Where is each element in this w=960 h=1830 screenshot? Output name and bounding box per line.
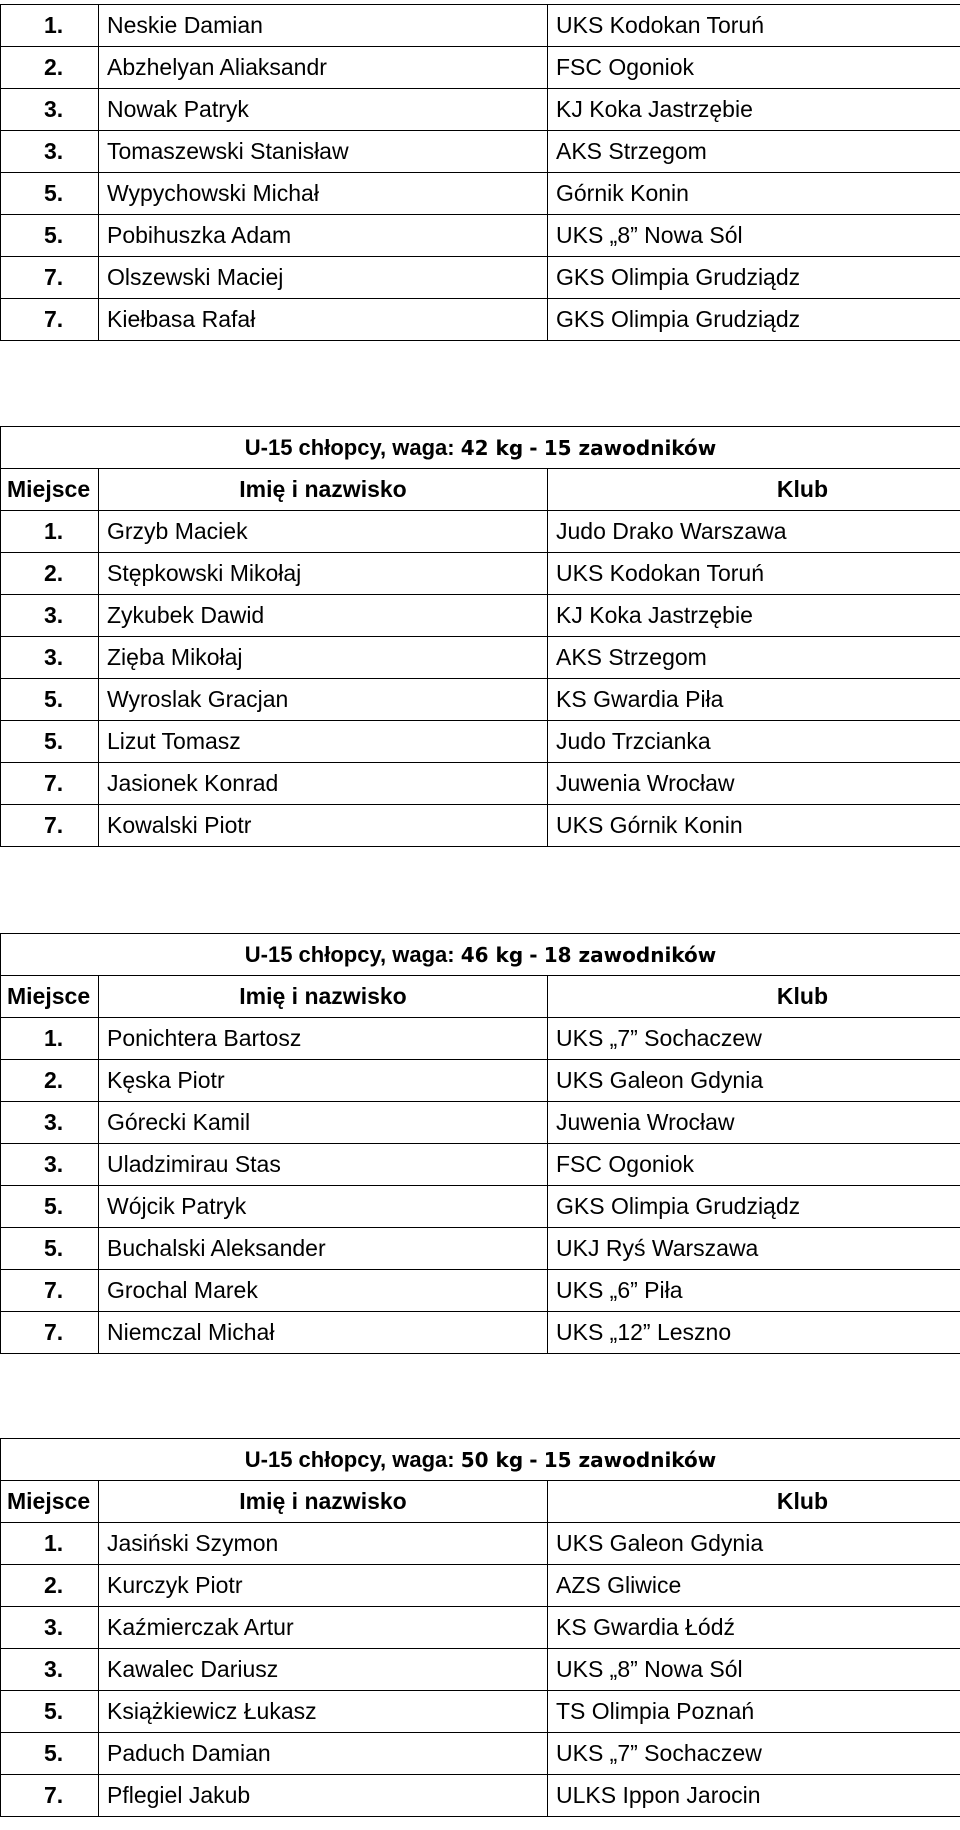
results-table-46kg (0, 933, 960, 1354)
header-place: Miejsce (1, 469, 99, 511)
club-cell: UKS „7” Sochaczew (548, 1733, 960, 1775)
place-cell: 7. (1, 763, 99, 805)
header-place: Miejsce (1, 976, 99, 1018)
category-label: U-15 chłopcy, waga: (244, 941, 455, 967)
place-cell: 7. (1, 1312, 99, 1354)
table-row (1, 1691, 960, 1733)
place-cell: 2. (1, 553, 99, 595)
name-cell: Górecki Kamil (99, 1102, 548, 1144)
club-cell: UKS „8” Nowa Sól (548, 215, 960, 257)
name-cell: Wójcik Patryk (99, 1186, 548, 1228)
name-cell: Paduch Damian (99, 1733, 548, 1775)
club-cell: Judo Trzcianka (548, 721, 960, 763)
name-cell: Ponichtera Bartosz (99, 1018, 548, 1060)
club-cell: FSC Ogoniok (548, 1144, 960, 1186)
club-cell: Judo Drako Warszawa (548, 511, 960, 553)
place-cell: 5. (1, 721, 99, 763)
table-row (1, 131, 960, 173)
name-cell: Neskie Damian (99, 5, 548, 47)
header-name: Imię i nazwisko (99, 1481, 548, 1523)
place-cell: 7. (1, 1775, 99, 1817)
name-cell: Uladzimirau Stas (99, 1144, 548, 1186)
table-row (1, 1102, 960, 1144)
table-row (1, 1312, 960, 1354)
category-title-row (1, 427, 960, 469)
club-cell: KS Gwardia Łódź (548, 1607, 960, 1649)
title-separator: - (529, 435, 538, 460)
name-cell: Książkiewicz Łukasz (99, 1691, 548, 1733)
club-cell: GKS Olimpia Grudziądz (548, 299, 960, 341)
name-cell: Kowalski Piotr (99, 805, 548, 847)
category-title (1, 934, 960, 976)
table-row (1, 299, 960, 341)
header-club: Klub (548, 469, 960, 511)
table-row (1, 595, 960, 637)
category-title-row (1, 1439, 960, 1481)
header-club: Klub (548, 976, 960, 1018)
name-cell: Buchalski Aleksander (99, 1228, 548, 1270)
table-row (1, 1565, 960, 1607)
place-cell: 3. (1, 131, 99, 173)
club-cell: UKJ Ryś Warszawa (548, 1228, 960, 1270)
results-table-50kg (0, 1438, 960, 1817)
place-cell: 3. (1, 637, 99, 679)
place-cell: 2. (1, 1060, 99, 1102)
table-row (1, 805, 960, 847)
club-cell: Górnik Konin (548, 173, 960, 215)
name-cell: Zięba Mikołaj (99, 637, 548, 679)
place-cell: 2. (1, 47, 99, 89)
header-name: Imię i nazwisko (99, 469, 548, 511)
table-row (1, 1649, 960, 1691)
results-table-continued (0, 4, 960, 341)
club-cell: UKS „7” Sochaczew (548, 1018, 960, 1060)
header-place: Miejsce (1, 1481, 99, 1523)
club-cell: FSC Ogoniok (548, 47, 960, 89)
title-separator: - (529, 1447, 538, 1472)
title-separator: - (529, 942, 538, 967)
category-label: U-15 chłopcy, waga: (244, 434, 455, 460)
table-row (1, 721, 960, 763)
name-cell: Grochal Marek (99, 1270, 548, 1312)
category-label: U-15 chłopcy, waga: (244, 1446, 455, 1472)
club-cell: KJ Koka Jastrzębie (548, 595, 960, 637)
place-cell: 3. (1, 595, 99, 637)
table-row (1, 1018, 960, 1060)
category-title-row (1, 934, 960, 976)
name-cell: Pobihuszka Adam (99, 215, 548, 257)
club-cell: UKS Kodokan Toruń (548, 553, 960, 595)
name-cell: Kiełbasa Rafał (99, 299, 548, 341)
club-cell: AKS Strzegom (548, 131, 960, 173)
table-row (1, 1523, 960, 1565)
name-cell: Grzyb Maciek (99, 511, 548, 553)
competitor-count: 15 zawodników (543, 435, 717, 460)
weight-label: 42 kg (460, 435, 524, 460)
place-cell: 5. (1, 1733, 99, 1775)
place-cell: 5. (1, 173, 99, 215)
table-row (1, 215, 960, 257)
table-row (1, 1607, 960, 1649)
club-cell: TS Olimpia Poznań (548, 1691, 960, 1733)
club-cell: AKS Strzegom (548, 637, 960, 679)
name-cell: Wyroslak Gracjan (99, 679, 548, 721)
name-cell: Tomaszewski Stanisław (99, 131, 548, 173)
weight-label: 50 kg (460, 1447, 524, 1472)
club-cell: UKS „12” Leszno (548, 1312, 960, 1354)
place-cell: 7. (1, 1270, 99, 1312)
table-row (1, 553, 960, 595)
table-row (1, 257, 960, 299)
table-row (1, 1270, 960, 1312)
place-cell: 2. (1, 1565, 99, 1607)
name-cell: Kaźmierczak Artur (99, 1607, 548, 1649)
competitor-count: 15 zawodników (543, 1447, 717, 1472)
name-cell: Stępkowski Mikołaj (99, 553, 548, 595)
table-row (1, 1186, 960, 1228)
place-cell: 3. (1, 1144, 99, 1186)
place-cell: 3. (1, 1607, 99, 1649)
name-cell: Jasionek Konrad (99, 763, 548, 805)
place-cell: 5. (1, 679, 99, 721)
place-cell: 1. (1, 5, 99, 47)
club-cell: KJ Koka Jastrzębie (548, 89, 960, 131)
header-club: Klub (548, 1481, 960, 1523)
header-row (1, 1481, 960, 1523)
club-cell: UKS „8” Nowa Sól (548, 1649, 960, 1691)
name-cell: Wypychowski Michał (99, 173, 548, 215)
club-cell: Juwenia Wrocław (548, 763, 960, 805)
club-cell: UKS Kodokan Toruń (548, 5, 960, 47)
place-cell: 1. (1, 511, 99, 553)
header-row (1, 469, 960, 511)
club-cell: UKS Górnik Konin (548, 805, 960, 847)
place-cell: 1. (1, 1523, 99, 1565)
place-cell: 7. (1, 257, 99, 299)
table-row (1, 1060, 960, 1102)
club-cell: UKS „6” Piła (548, 1270, 960, 1312)
name-cell: Kawalec Dariusz (99, 1649, 548, 1691)
table-row (1, 1144, 960, 1186)
name-cell: Olszewski Maciej (99, 257, 548, 299)
club-cell: Juwenia Wrocław (548, 1102, 960, 1144)
table-row (1, 47, 960, 89)
table-row (1, 5, 960, 47)
club-cell: AZS Gliwice (548, 1565, 960, 1607)
club-cell: GKS Olimpia Grudziądz (548, 1186, 960, 1228)
club-cell: GKS Olimpia Grudziądz (548, 257, 960, 299)
header-row (1, 976, 960, 1018)
name-cell: Abzhelyan Aliaksandr (99, 47, 548, 89)
place-cell: 3. (1, 1649, 99, 1691)
competitor-count: 18 zawodników (543, 942, 717, 967)
club-cell: KS Gwardia Piła (548, 679, 960, 721)
category-title (1, 427, 960, 469)
table-row (1, 763, 960, 805)
table-row (1, 1228, 960, 1270)
name-cell: Niemczal Michał (99, 1312, 548, 1354)
name-cell: Kurczyk Piotr (99, 1565, 548, 1607)
place-cell: 5. (1, 1691, 99, 1733)
name-cell: Kęska Piotr (99, 1060, 548, 1102)
place-cell: 3. (1, 89, 99, 131)
club-cell: ULKS Ippon Jarocin (548, 1775, 960, 1817)
category-title (1, 1439, 960, 1481)
place-cell: 3. (1, 1102, 99, 1144)
table-row (1, 89, 960, 131)
results-table-42kg (0, 426, 960, 847)
club-cell: UKS Galeon Gdynia (548, 1523, 960, 1565)
weight-label: 46 kg (460, 942, 524, 967)
place-cell: 7. (1, 805, 99, 847)
name-cell: Zykubek Dawid (99, 595, 548, 637)
place-cell: 1. (1, 1018, 99, 1060)
table-row (1, 637, 960, 679)
place-cell: 5. (1, 1228, 99, 1270)
place-cell: 7. (1, 299, 99, 341)
table-row (1, 1733, 960, 1775)
club-cell: UKS Galeon Gdynia (548, 1060, 960, 1102)
name-cell: Pflegiel Jakub (99, 1775, 548, 1817)
name-cell: Nowak Patryk (99, 89, 548, 131)
name-cell: Lizut Tomasz (99, 721, 548, 763)
place-cell: 5. (1, 1186, 99, 1228)
table-row (1, 1775, 960, 1817)
table-row (1, 173, 960, 215)
place-cell: 5. (1, 215, 99, 257)
table-row (1, 511, 960, 553)
name-cell: Jasiński Szymon (99, 1523, 548, 1565)
table-row (1, 679, 960, 721)
header-name: Imię i nazwisko (99, 976, 548, 1018)
